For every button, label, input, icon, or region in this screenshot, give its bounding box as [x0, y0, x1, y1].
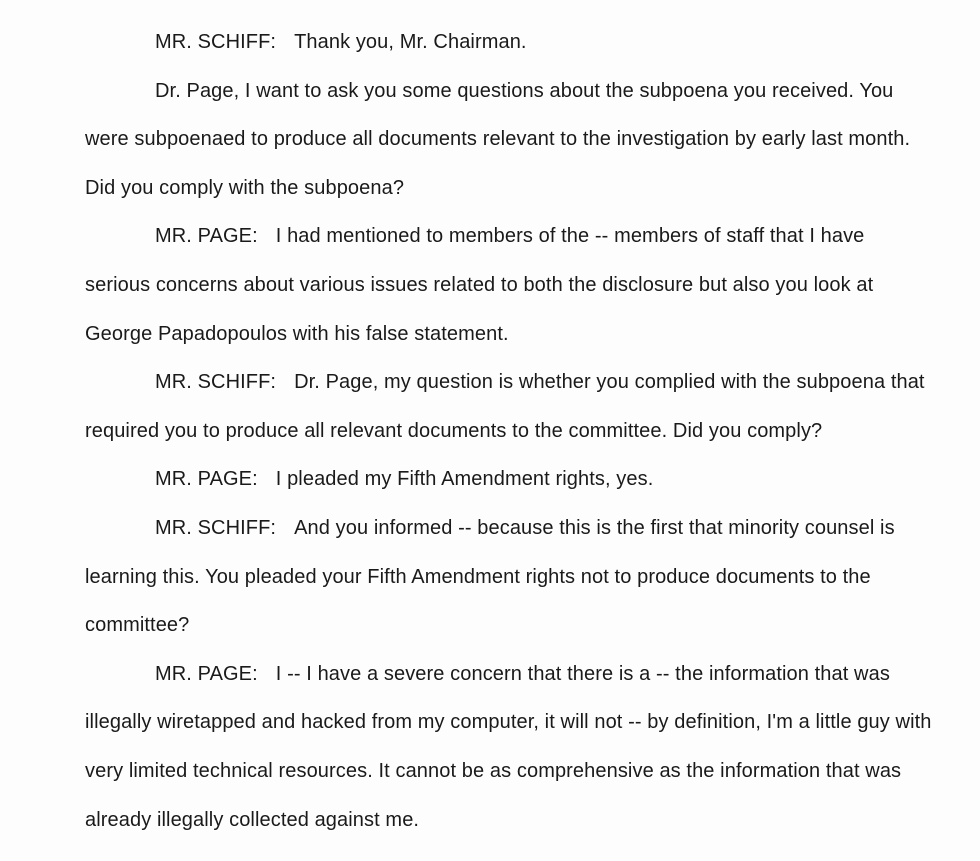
speaker-label: MR. SCHIFF: [155, 371, 277, 394]
statement-text: Dr. Page, my question is whether you complied with the subpoena that required you to produce all relevant documents to the committee. Did you comply? [85, 371, 925, 442]
transcript-paragraph-2 [85, 67, 935, 213]
statement-text: I pleaded my Fifth Amendment rights, yes. [275, 468, 654, 491]
transcript-body [85, 18, 935, 844]
speaker-label: MR. PAGE: [155, 662, 258, 685]
transcript-paragraph-7 [85, 650, 935, 844]
statement-text: And you informed -- because this is the first that minority counsel is learning this. You pleaded your Fifth Amendment rights not to produce documents to the committee? [85, 516, 895, 637]
speaker-label: MR. SCHIFF: [155, 31, 277, 53]
transcript-paragraph-4 [85, 358, 935, 455]
speaker-label: MR. PAGE: [155, 225, 258, 248]
statement-text: Thank you, Mr. Chairman. [294, 31, 527, 53]
transcript-paragraph-6 [85, 504, 935, 650]
statement-text: I had mentioned to members of the -- members of staff that I have serious concerns about various issues related to both the disclosure but also you look at George Papadopoulos with his false statement. [85, 225, 874, 345]
statement-text: Dr. Page, I want to ask you some questions about the subpoena you received. You were subpoenaed to produce all documents relevant to the investigation by early last month. Did you comply with the subpoena? [85, 79, 911, 199]
speaker-label: MR. PAGE: [155, 468, 258, 491]
speaker-label: MR. SCHIFF: [155, 516, 277, 539]
transcript-paragraph-5 [85, 455, 935, 504]
transcript-paragraph-1 [85, 18, 935, 67]
transcript-paragraph-3 [85, 212, 935, 358]
statement-text: I -- I have a severe concern that there is a -- the information that was illegally wiretapped and hacked from my computer, it will not -- by definition, I'm a little guy with very limited technical resources. It cannot be as comprehensive as the information that was already illegally collected against me. [85, 662, 932, 831]
